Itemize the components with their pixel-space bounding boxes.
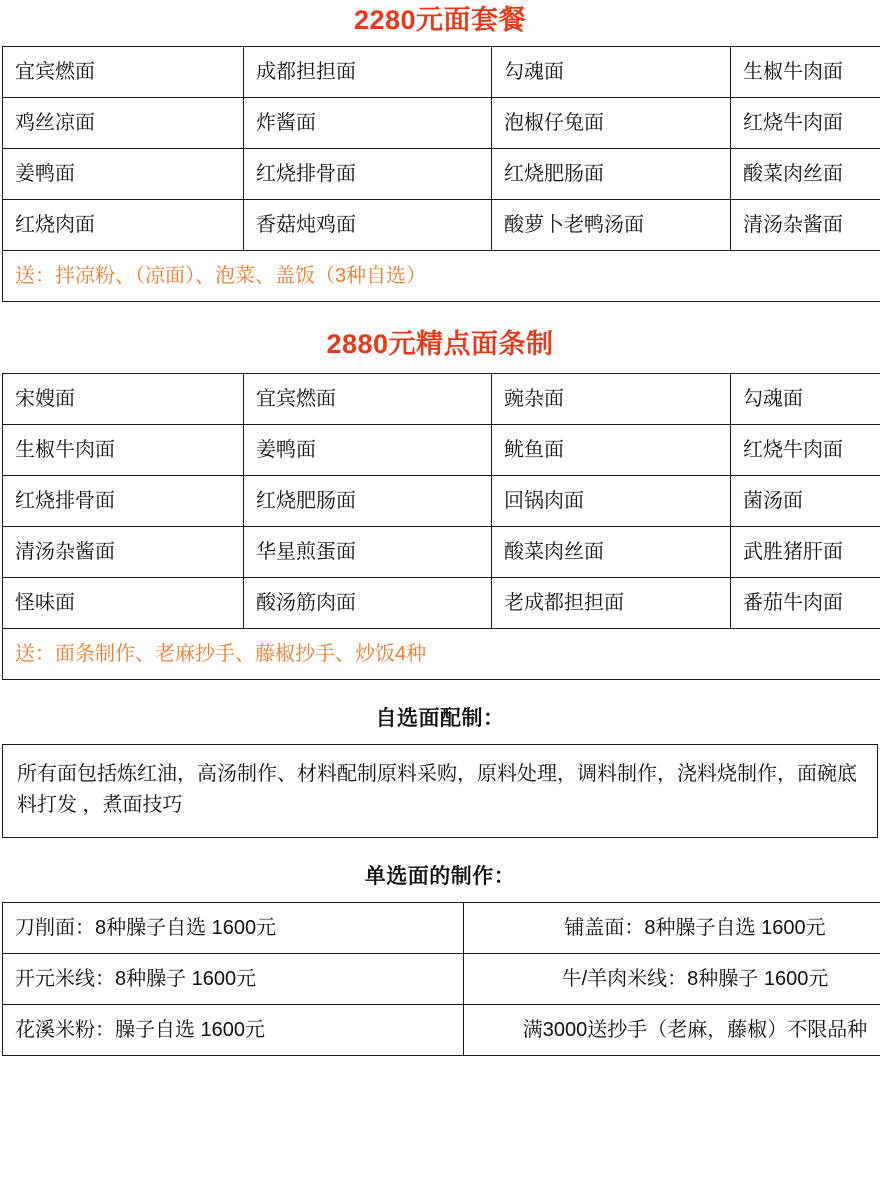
menu-item: 勾魂面: [492, 47, 731, 98]
menu-item: 炸酱面: [244, 98, 492, 149]
menu-item: 酸菜肉丝面: [492, 526, 731, 577]
table-row: [3, 98, 880, 149]
table-row: [3, 526, 880, 577]
menu-item: 豌杂面: [492, 373, 731, 424]
menu-page: [0, 4, 880, 1056]
page-title-2880: 2880元精点面条制: [2, 328, 878, 360]
menu-item: 红烧肥肠面: [244, 475, 492, 526]
single-item: 铺盖面：8种臊子自选 1600元: [464, 902, 880, 953]
menu-item: 红烧牛肉面: [731, 98, 880, 149]
menu-item: 红烧肉面: [3, 200, 244, 251]
table-row-gift: [3, 251, 880, 302]
menu-item: 鱿鱼面: [492, 424, 731, 475]
menu-item: 香菇炖鸡面: [244, 200, 492, 251]
table-row-gift: [3, 628, 880, 679]
table-row: [3, 902, 880, 953]
menu-item: 酸汤筋肉面: [244, 577, 492, 628]
custom-noodle-title: 自选面配制：: [2, 702, 878, 732]
menu-item: 宜宾燃面: [244, 373, 492, 424]
single-item: 开元米线：8种臊子 1600元: [3, 953, 464, 1004]
menu-item: 清汤杂酱面: [731, 200, 880, 251]
menu-table-2280: [2, 46, 880, 302]
menu-item: 武胜猪肝面: [731, 526, 880, 577]
menu-item: 勾魂面: [731, 373, 880, 424]
menu-item: 红烧牛肉面: [731, 424, 880, 475]
table-row: [3, 373, 880, 424]
menu-item: 怪味面: [3, 577, 244, 628]
menu-item: 宜宾燃面: [3, 47, 244, 98]
menu-item: 清汤杂酱面: [3, 526, 244, 577]
menu-item: 华星煎蛋面: [244, 526, 492, 577]
menu-item: 鸡丝凉面: [3, 98, 244, 149]
single-noodle-title: 单选面的制作：: [2, 860, 878, 890]
menu-item: 菌汤面: [731, 475, 880, 526]
menu-item: 回锅肉面: [492, 475, 731, 526]
table-row: [3, 200, 880, 251]
menu-item: 成都担担面: [244, 47, 492, 98]
table-row: [3, 47, 880, 98]
single-item: 牛/羊肉米线：8种臊子 1600元: [464, 953, 880, 1004]
menu-item: 番茄牛肉面: [731, 577, 880, 628]
table-row: [3, 424, 880, 475]
menu-item: 酸萝卜老鸭汤面: [492, 200, 731, 251]
single-noodle-table: [2, 902, 880, 1056]
menu-item: 红烧肥肠面: [492, 149, 731, 200]
menu-item: 生椒牛肉面: [3, 424, 244, 475]
menu-item: 姜鸭面: [244, 424, 492, 475]
menu-item: 红烧排骨面: [3, 475, 244, 526]
menu-item: 酸菜肉丝面: [731, 149, 880, 200]
table-row: [3, 149, 880, 200]
menu-item: 生椒牛肉面: [731, 47, 880, 98]
single-item: 满3000送抄手（老麻，藤椒）不限品种: [464, 1004, 880, 1055]
menu-item: 姜鸭面: [3, 149, 244, 200]
menu-table-2880: [2, 373, 880, 680]
menu-item: 红烧排骨面: [244, 149, 492, 200]
page-title-2280: 2280元面套餐: [2, 4, 878, 36]
single-item: 刀削面：8种臊子自选 1600元: [3, 902, 464, 953]
table-row: [3, 577, 880, 628]
table-row: [3, 475, 880, 526]
menu-item: 泡椒仔兔面: [492, 98, 731, 149]
single-item: 花溪米粉：臊子自选 1600元: [3, 1004, 464, 1055]
menu-item: 宋嫂面: [3, 373, 244, 424]
gift-note-2280: 送：拌凉粉、（凉面）、泡菜、盖饭（3种自选）: [3, 251, 880, 302]
table-row: [3, 953, 880, 1004]
table-row: [3, 1004, 880, 1055]
custom-noodle-description: 所有面包括炼红油，高汤制作、材料配制原料采购，原料处理，调料制作，浇料烧制作，面碗底料打发 ，煮面技巧: [2, 744, 878, 838]
menu-item: 老成都担担面: [492, 577, 731, 628]
gift-note-2880: 送：面条制作、老麻抄手、藤椒抄手、炒饭4种: [3, 628, 880, 679]
